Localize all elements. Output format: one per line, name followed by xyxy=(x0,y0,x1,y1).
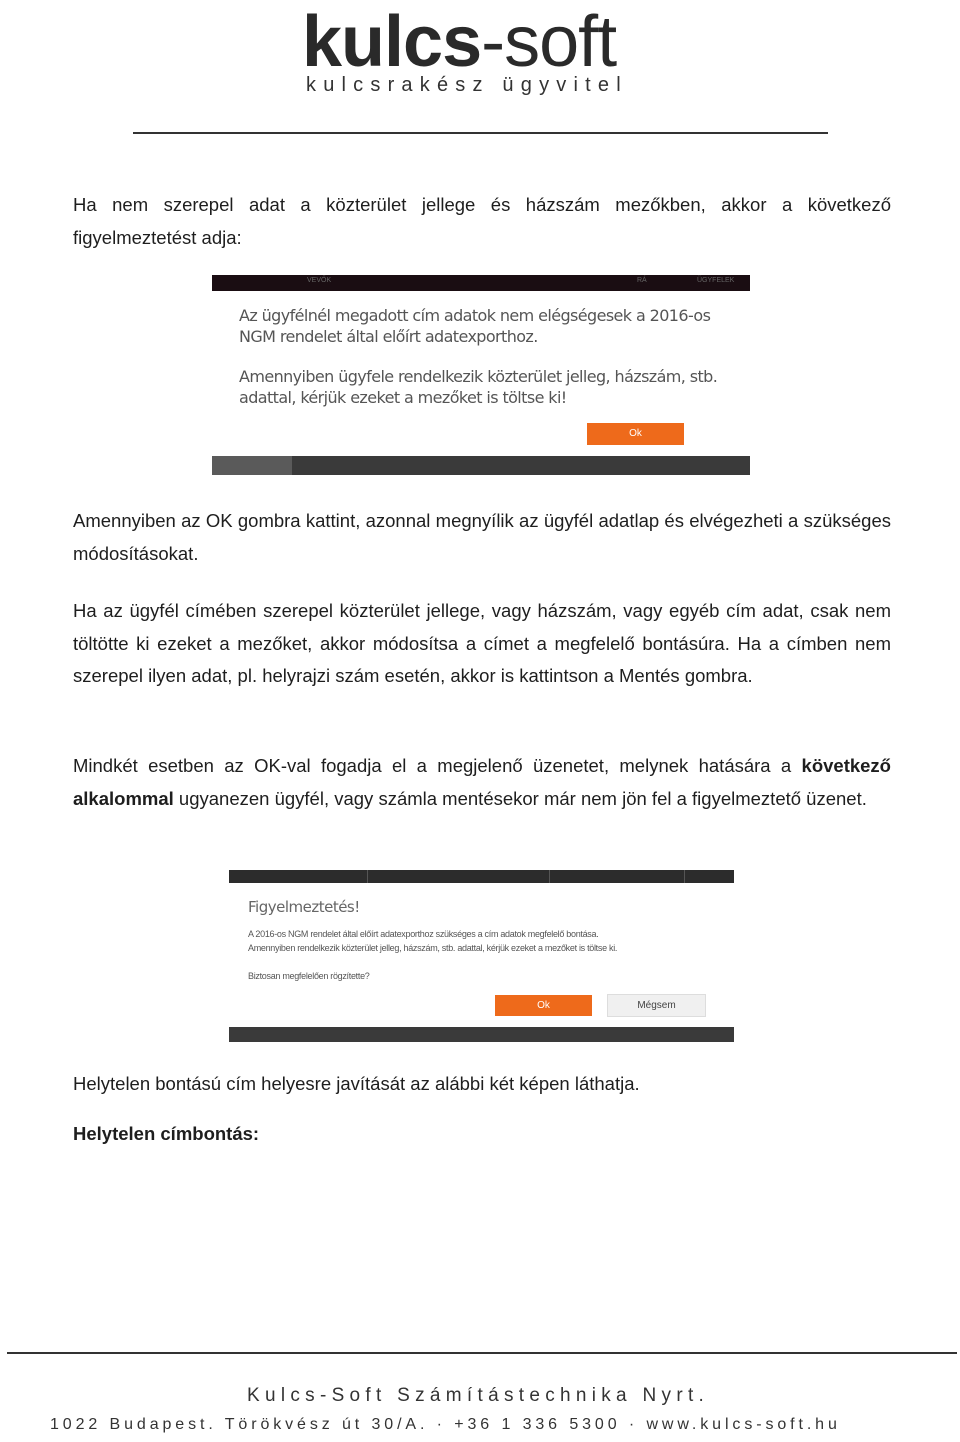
dialog-title: Figyelmeztetés! xyxy=(248,898,360,916)
topbar-label-left: VEVŐK xyxy=(307,277,332,284)
wrong-split-label: Helytelen címbontás: xyxy=(73,1123,260,1144)
paragraph-both-cases xyxy=(73,750,891,815)
header-divider xyxy=(133,132,828,134)
dialog-question: Biztosan megfelelően rögzítette? xyxy=(248,971,370,981)
topbar-label-right: RÁ xyxy=(637,277,647,284)
dialog-line1: A 2016-os NGM rendelet által előírt adatexporthoz szükséges a cím adatok megfelelő bontása. xyxy=(248,929,599,939)
p4-before: Mindkét esetben az OK-val fogadja el a megjelenő üzenetet, melynek hatására a xyxy=(73,755,802,776)
footer-divider xyxy=(7,1352,957,1354)
p4-after: ugyanezen ügyfél, vagy számla mentésekor már nem jön fel a figyelmeztető üzenet. xyxy=(173,787,867,809)
screenshot2-topbar xyxy=(229,870,734,883)
screenshot-warning-dialog xyxy=(212,275,750,475)
topbar-segment xyxy=(549,870,550,883)
screenshot1-topbar xyxy=(212,275,750,291)
dialog-message-line3: Amennyiben ügyfele rendelkezik közterület jelleg, házszám, stb. xyxy=(239,367,718,386)
section-heading-wrong-split xyxy=(73,1118,891,1151)
company-logo xyxy=(300,0,645,110)
logo-thin-text: -soft xyxy=(481,2,617,82)
dialog-ok-button[interactable]: Ok xyxy=(495,995,592,1016)
logo-wordmark xyxy=(302,0,616,84)
topbar-label-far-right: ÜGYFELEK xyxy=(697,277,735,284)
footer-company: Kulcs-Soft Számítástechnika Nyrt. xyxy=(247,1385,710,1406)
bottombar-side xyxy=(212,456,292,475)
logo-bold-text: kulcs xyxy=(302,2,482,82)
logo-tagline: kulcsrakész ügyvitel xyxy=(306,74,628,96)
screenshot-confirm-dialog xyxy=(229,870,734,1042)
dialog-message-line2: NGM rendelet által előírt adatexporthoz. xyxy=(239,327,538,346)
dialog-message-line1: Az ügyfélnél megadott cím adatok nem elégségesek a 2016-os xyxy=(239,306,711,325)
dialog-message-line4: adattal, kérjük ezeket a mezőket is töltse ki! xyxy=(239,388,567,407)
dialog-ok-button[interactable]: Ok xyxy=(587,423,684,445)
paragraph-two-images: Helytelen bontású cím helyesre javítását az alábbi két képen láthatja. xyxy=(73,1073,640,1094)
topbar-segment xyxy=(367,870,368,883)
paragraph-ok-action: Amennyiben az OK gombra kattint, azonnal megnyílik az ügyfél adatlap és elvégezheti a szükséges módosításokat. xyxy=(73,510,891,564)
paragraph-address-fix: Ha az ügyfél címében szerepel közterület jellege, vagy házszám, vagy egyéb cím adat, csak nem töltötte ki ezeket a mezőket, akkor módosítsa a címet a megfelelő bontásúra. Ha a címben nem szerepel ilyen adat, pl. helyrajzi szám esetén, akkor is kattintson a Mentés gombra. xyxy=(73,600,891,686)
screenshot1-bottombar xyxy=(212,456,750,475)
dialog-line2: Amennyiben rendelkezik közterület jelleg, házszám, stb. adattal, kérjük ezeket a mezőket is töltse ki. xyxy=(248,943,618,953)
footer-contact: 1022 Budapest. Törökvész út 30/A. · +36 1 336 5300 · www.kulcs-soft.hu xyxy=(50,1416,841,1433)
p4-bold: következő alkalommal xyxy=(73,755,891,809)
dialog-cancel-button[interactable]: Mégsem xyxy=(607,994,706,1017)
paragraph-intro: Ha nem szerepel adat a közterület jellege és házszám mezőkben, akkor a következő figyelmeztetést adja: xyxy=(73,194,891,248)
screenshot2-bottombar xyxy=(229,1027,734,1042)
topbar-segment xyxy=(684,870,685,883)
